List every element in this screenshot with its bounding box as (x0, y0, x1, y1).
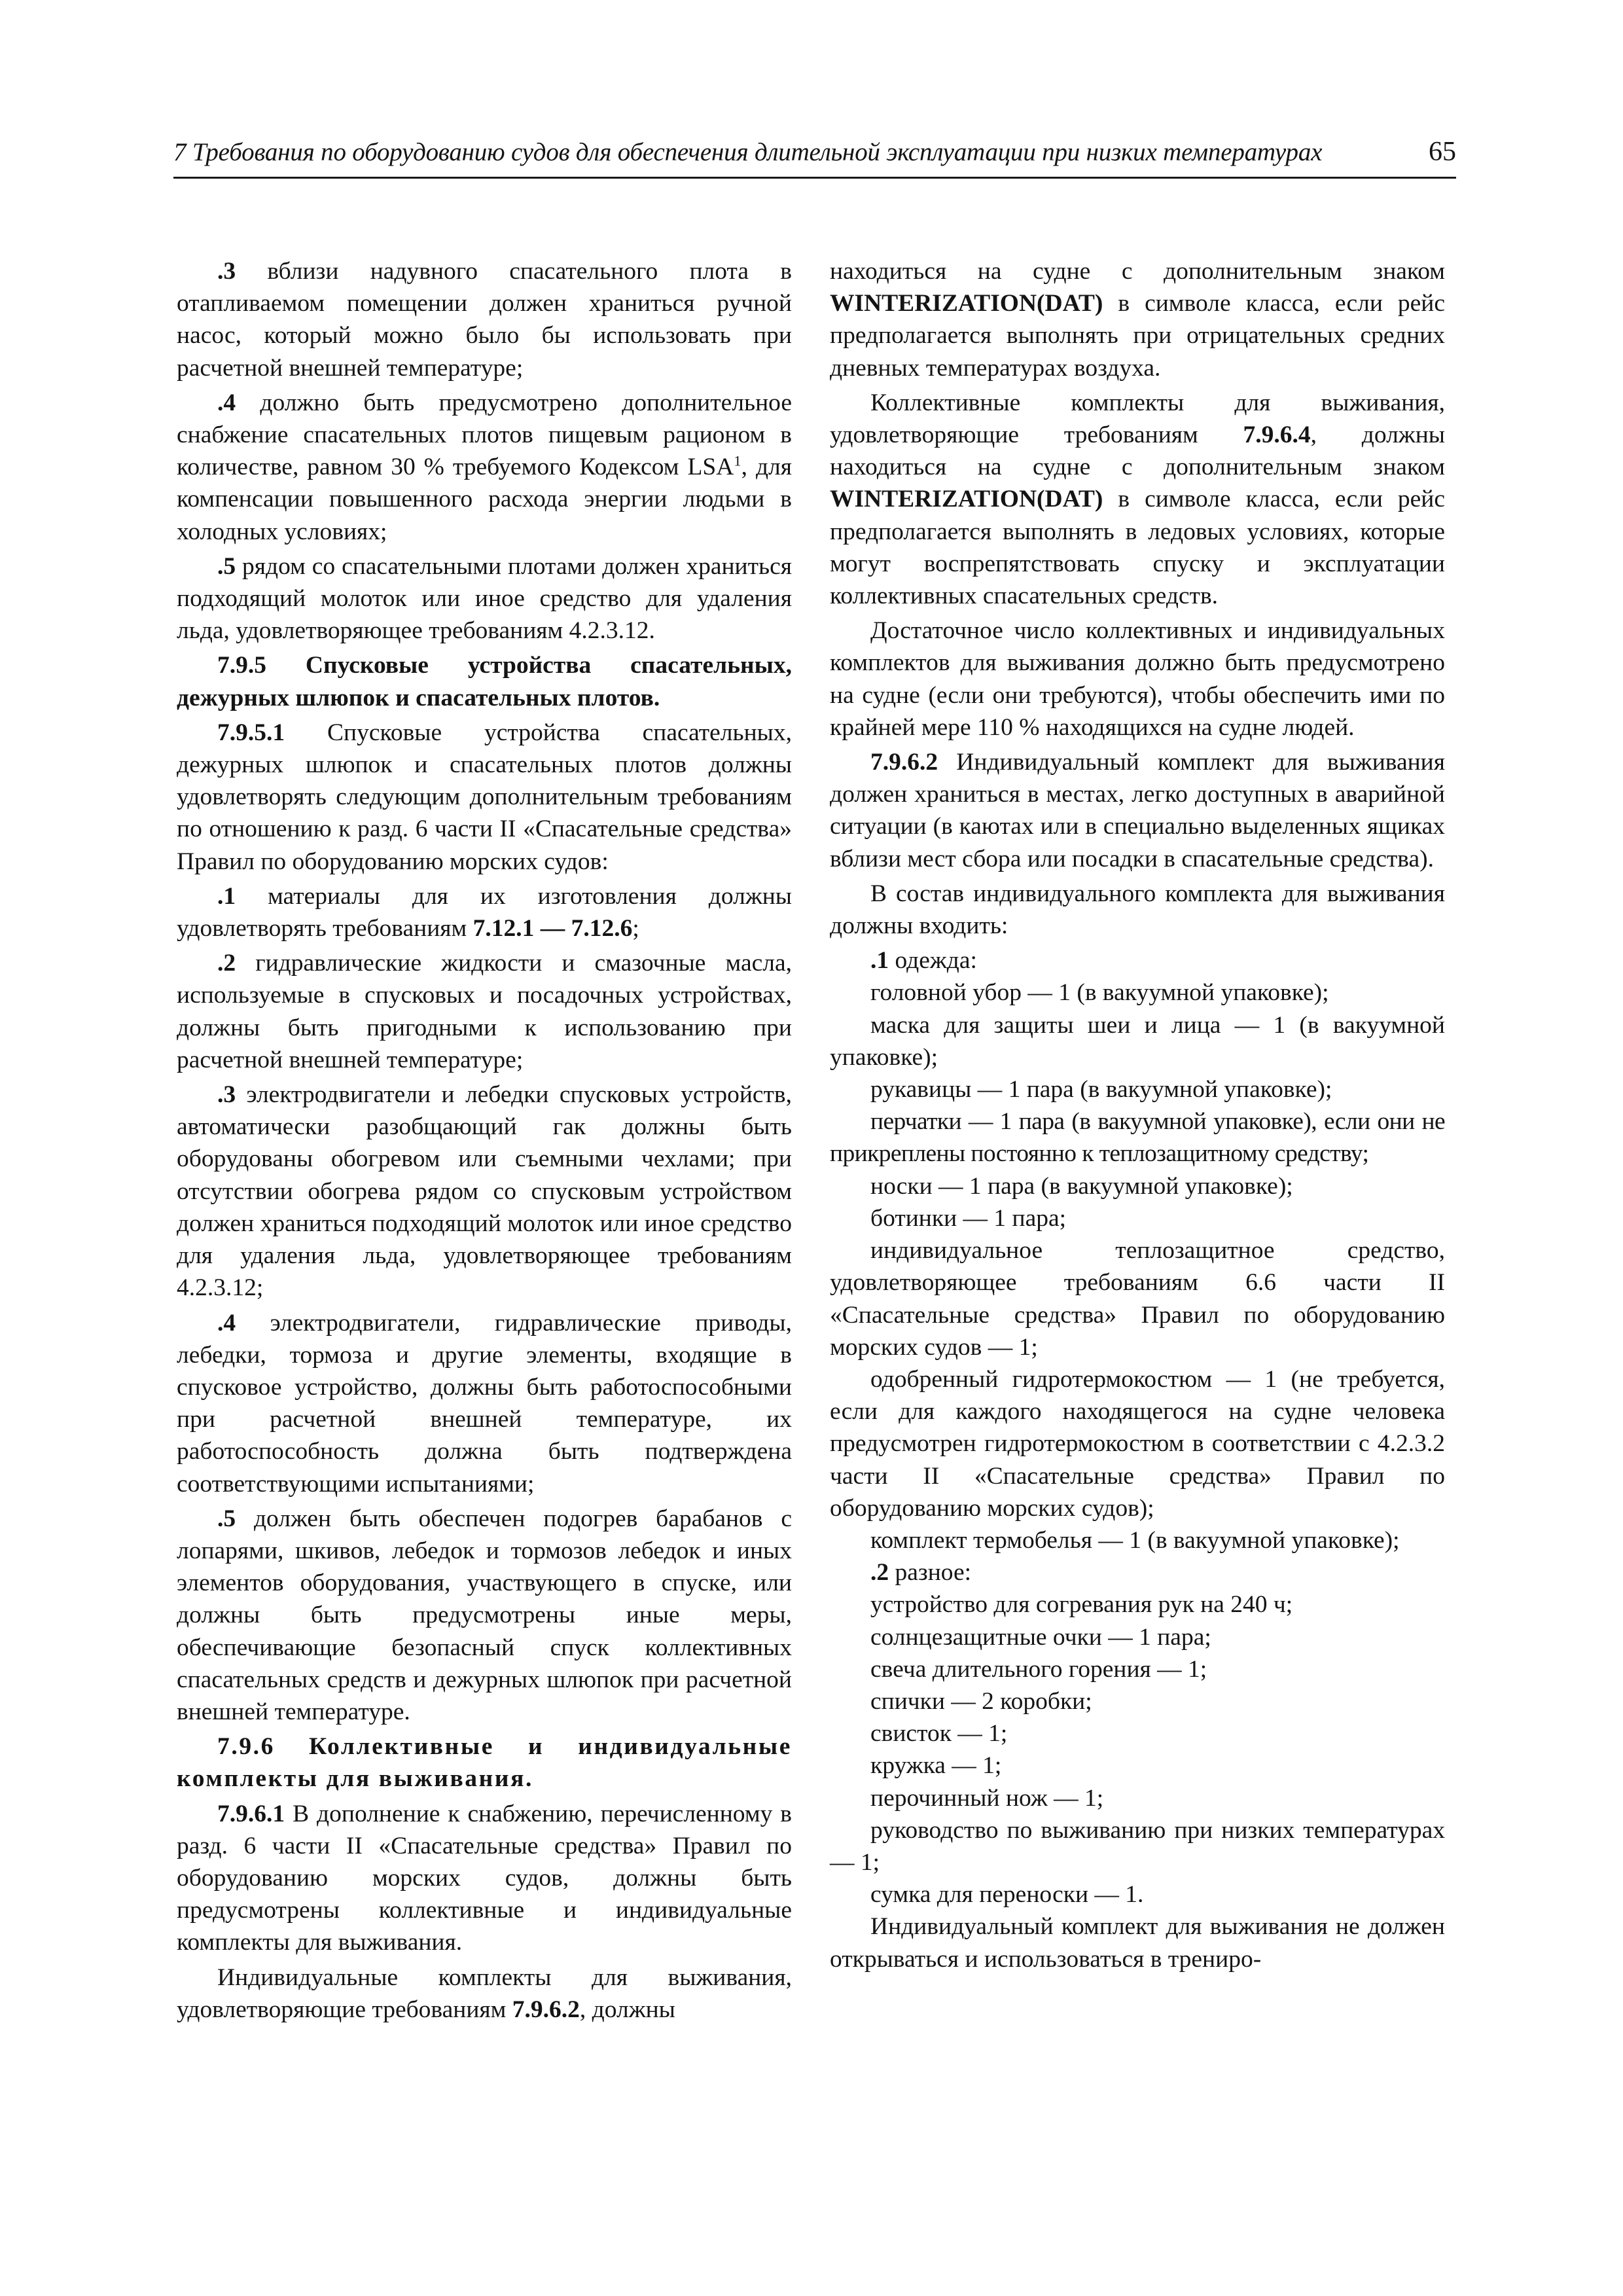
cross-reference: 7.9.6.2 (512, 1996, 580, 2023)
item-number: .5 (217, 1505, 236, 1532)
class-notation: WINTERIZATION(DAT) (830, 486, 1103, 513)
list-item: комплект термобелья — 1 (в вакуумной упаковке); (870, 1526, 1400, 1554)
paragraph-item-3b (177, 1079, 792, 1304)
list-item: спички — 2 коробки; (870, 1687, 1092, 1715)
paragraph-kit-contents: В состав индивидуального комплекта для выживания должны входить: (830, 880, 1445, 940)
list-item: сумка для переноски — 1. (870, 1881, 1144, 1909)
item-number: .5 (217, 552, 236, 580)
list-item: перчатки — 1 пара (в вакуумной упаковке), если они не прикреплены постоянно к теплозащитному средству; (830, 1108, 1445, 1168)
paragraph-item-4b (177, 1307, 792, 1500)
paragraph-text: материалы для их изготовления должны удовлетворять требованиям (177, 882, 792, 942)
paragraph-text: электродвигатели, гидравлические приводы, лебедки, тормоза и другие элементы, входящие в спусковое устройство, должны быть работоспособными при расчетной внешней температуре, их работоспособность должна быть подтверждена соответствующими испытаниями; (177, 1309, 792, 1498)
item-number: .4 (217, 1309, 236, 1336)
paragraph-text: должен быть обеспечен подогрев барабанов с лопарями, шкивов, лебедок и тормозов лебедок и иных элементов оборудования, участвующего в спуске, или должны быть предусмотрены иные меры, обеспечивающие безопасный спуск коллективных спасательных средств и дежурных шлюпок при расчетной внешней температуре. (177, 1505, 792, 1725)
list-item: свисток — 1; (870, 1720, 1008, 1748)
paragraph-text: ; (632, 915, 639, 942)
paragraph-item-3 (177, 255, 792, 384)
footnote-marker: 1 (734, 452, 741, 469)
list-heading-text: разное: (889, 1559, 972, 1587)
paragraph-item-5 (177, 550, 792, 647)
list-item: головной убор — 1 (в вакуумной упаковке); (870, 979, 1329, 1007)
paragraph-text: Спусковые устройства спасательных, дежурных шлюпок и спасательных плотов должны удовлетворять следующим дополнительным требованиям по отношению к разд. 6 части II «Спасательные средства» Правил по оборудованию морских судов: (177, 719, 792, 875)
cross-reference: 7.9.6.4 (1243, 422, 1311, 449)
list-item: маска для защиты шеи и лица — 1 (в вакуумной упаковке); (830, 1011, 1445, 1071)
paragraph-text: Индивидуальный комплект для выживания должен храниться в местах, легко доступных в аварийной ситуации (в каютах или в специально выделенных ящиках вблизи мест сбора или посадки в спасательные средства). (830, 749, 1445, 872)
paragraph-text: Коллективные комплекты для выживания, удовлетворяющие требованиям (830, 389, 1445, 449)
paragraph-item-2 (177, 947, 792, 1076)
list-heading-misc (830, 1556, 1445, 1588)
list-item: солнцезащитные очки — 1 пара; (870, 1623, 1211, 1651)
paragraph-text: в символе класса, если рейс предполагается выполнять при отрицательных средних дневных температурах воздуха. (830, 290, 1445, 382)
list-item: носки — 1 пара (в вакуумной упаковке); (870, 1172, 1293, 1200)
item-number: .3 (217, 258, 236, 285)
list-item: одобренный гидротермокостюм — 1 (не требуется, если для каждого находящегося на судне человека предусмотрен гидротермокостюм в соответствии с 4.2.3.2 части II «Спасательные средства» Правил по оборудованию морских судов); (830, 1365, 1445, 1522)
paragraph-training-note: Индивидуальный комплект для выживания не должен открываться и использоваться в трениро- (830, 1913, 1445, 1973)
paragraph-collective-kits (830, 387, 1445, 612)
paragraph-7-9-5-1 (177, 717, 792, 878)
list-heading-clothing (830, 944, 1445, 977)
paragraph-text: рядом со спасательными плотами должен храниться подходящий молоток или иное средство для удаления льда, удовлетворяющее требованиям 4.2.3.12. (177, 552, 792, 645)
section-heading-7-9-5 (177, 649, 792, 713)
paragraph-text: электродвигатели и лебедки спусковых устройств, автоматически разобщающий гак должны быть оборудованы обогревом или съемными чехлами; при отсутствии обогрева рядом со спусковым устройством должен храниться подходящий молоток или иное средство для удаления льда, удовлетворяющее требованиям 4.2.3.12; (177, 1081, 792, 1302)
paragraph-text: , должны находиться на судне с дополнительным знаком (830, 422, 1445, 481)
list-item: рукавицы — 1 пара (в вакуумной упаковке); (870, 1076, 1332, 1103)
class-notation: WINTERIZATION(DAT) (830, 290, 1103, 317)
paragraph-7-9-6-1 (177, 1798, 792, 1959)
list-item: ботинки — 1 пара; (870, 1204, 1067, 1232)
section-number: 7.9.5 (217, 652, 266, 679)
paragraph-text: вблизи надувного спасательного плота в отапливаемом помещении должен храниться ручной насос, который можно было бы использовать при расчетной внешней температуре; (177, 258, 792, 382)
paragraph-text: , должны (579, 1996, 675, 2023)
paragraph-item-4 (177, 387, 792, 548)
left-column (177, 255, 792, 2028)
paragraph-item-1 (177, 880, 792, 944)
item-number: .2 (217, 950, 236, 977)
paragraph-individual-kits (177, 1962, 792, 2026)
paragraph-text: гидравлические жидкости и смазочные масла, используемые в спусковых и посадочных устройствах, должны быть пригодными к использованию при расчетной внешней температуре; (177, 950, 792, 1073)
paragraph-continuation (830, 255, 1445, 384)
paragraph-item-5b (177, 1503, 792, 1728)
running-header-title: 7 Требования по оборудованию судов для обеспечения длительной эксплуатации при низких температурах (173, 138, 1323, 166)
section-number: 7.9.6 (217, 1733, 275, 1761)
paragraph-kit-quantity: Достаточное число коллективных и индивидуальных комплектов для выживания должно быть предусмотрено на судне (если они требуются), чтобы обеспечить ими по крайней мере 110 % находящихся на судне людей. (830, 617, 1445, 741)
item-number: .2 (870, 1559, 889, 1587)
paragraph-text: В дополнение к снабжению, перечисленному в разд. 6 части II «Спасательные средства» Правил по оборудованию морских судов, должны быть предусмотрены коллективные и индивидуальные комплекты для выживания. (177, 1800, 792, 1956)
item-number: .1 (870, 947, 889, 975)
list-heading-text: одежда: (889, 947, 977, 975)
list-item: руководство по выживанию при низких температурах — 1; (830, 1816, 1445, 1876)
paragraph-text: находиться на судне с дополнительным знаком (830, 258, 1445, 285)
clause-number: 7.9.5.1 (217, 719, 285, 746)
list-item: индивидуальное теплозащитное средство, удовлетворяющее требованиям 6.6 части II «Спасательные средства» Правил по оборудованию морских судов — 1; (830, 1237, 1445, 1361)
paragraph-text: , для компенсации повышенного расхода энергии людьми в холодных условиях; (177, 454, 792, 545)
section-title: Спусковые устройства спасательных, дежурных шлюпок и спасательных плотов. (177, 652, 792, 711)
section-title: Коллективные и индивидуальные комплекты для выживания. (177, 1733, 792, 1793)
item-number: .4 (217, 389, 236, 416)
clause-number: 7.9.6.2 (870, 749, 938, 776)
page-number: 65 (1429, 137, 1456, 167)
paragraph-text: должно быть предусмотрено дополнительное снабжение спасательных плотов пищевым рационом в количестве, равном 30 % требуемого Кодексом LSA (177, 389, 792, 481)
paragraph-text: в символе класса, если рейс предполагается выполнять в ледовых условиях, которые могут воспрепятствовать спуску и эксплуатации коллективных спасательных средств. (830, 486, 1445, 610)
running-header (173, 137, 1456, 179)
list-item: перочинный нож — 1; (870, 1784, 1104, 1812)
list-item: устройство для согревания рук на 240 ч; (870, 1591, 1293, 1619)
item-number: .3 (217, 1081, 236, 1109)
section-heading-7-9-6 (177, 1731, 792, 1795)
clause-number: 7.9.6.1 (217, 1800, 285, 1827)
list-item: кружка — 1; (870, 1752, 1002, 1780)
paragraph-text: Индивидуальные комплекты для выживания, удовлетворяющие требованиям (177, 1964, 792, 2023)
right-column (830, 255, 1445, 1978)
paragraph-7-9-6-2 (830, 746, 1445, 875)
list-item: свеча длительного горения — 1; (870, 1655, 1207, 1683)
item-number: .1 (217, 882, 236, 910)
cross-reference: 7.12.1 — 7.12.6 (473, 915, 633, 942)
